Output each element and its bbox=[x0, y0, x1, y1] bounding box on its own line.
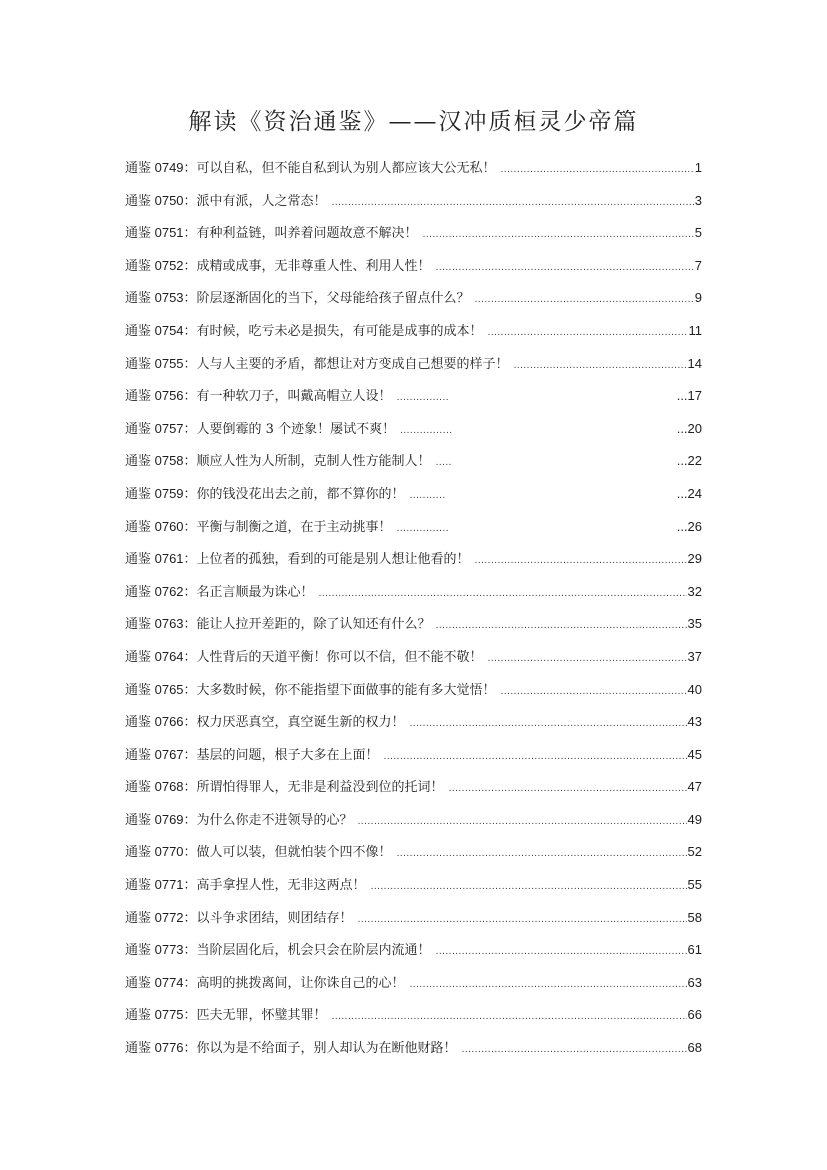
toc-entry-title: 可以自私，但不能自私到认为别人都应该大公无私！ bbox=[196, 161, 496, 176]
toc-entry-title: 人性背后的天道平衡！你可以不信，但不能不敬！ bbox=[196, 649, 483, 665]
toc-entry-label: 通鉴 0752： bbox=[125, 257, 197, 273]
toc-dot-leader: ........... bbox=[409, 489, 446, 501]
toc-entry[interactable] bbox=[125, 771, 702, 804]
toc-entry-title: 高明的挑拨离间，让你诛自己的心！ bbox=[196, 975, 405, 991]
toc-page-number: ...20 bbox=[676, 420, 702, 436]
toc-entry-label: 通鉴 0772： bbox=[125, 909, 197, 925]
toc-entry-title: 上位者的孤独，看到的可能是别人想让他看的！ bbox=[196, 552, 470, 568]
toc-entry[interactable] bbox=[125, 967, 702, 1000]
toc-entry-title: 权力厌恶真空，真空诞生新的权力！ bbox=[196, 715, 405, 731]
toc-dot-leader bbox=[358, 904, 687, 937]
toc-entry-label: 通鉴 0755： bbox=[125, 355, 197, 371]
toc-entry[interactable] bbox=[125, 934, 702, 967]
toc-entry-label: 通鉴 0756： bbox=[125, 388, 197, 404]
toc-page-number: 47 bbox=[687, 779, 702, 795]
toc-entry-label: 通鉴 0773： bbox=[125, 942, 197, 958]
toc-entry-label: 通鉴 0757： bbox=[125, 420, 197, 436]
toc-page-number: ...24 bbox=[676, 485, 702, 501]
toc-entry-label: 通鉴 0758： bbox=[125, 453, 197, 469]
toc-entry-title: 高手拿捏人性，无非这两点！ bbox=[196, 878, 366, 894]
toc-entry-title: 当阶层固化后，机会只会在阶层内流通！ bbox=[196, 943, 431, 959]
toc-dot-leader bbox=[332, 187, 694, 220]
toc-entry[interactable] bbox=[125, 445, 702, 478]
toc-dot-leader bbox=[436, 936, 687, 969]
toc-entry-title: 你以为是不给面子，别人却认为在断他财路！ bbox=[196, 1041, 457, 1057]
toc-entry-label: 通鉴 0776： bbox=[125, 1040, 197, 1056]
toc-entry-title: 阶层逐渐固化的当下，父母能给孩子留点什么？ bbox=[196, 291, 470, 307]
toc-entry[interactable] bbox=[125, 1032, 702, 1065]
toc-entry-title: 为什么你走不进领导的心？ bbox=[196, 812, 353, 828]
toc-page-number: 5 bbox=[694, 225, 702, 241]
toc-entry[interactable] bbox=[125, 315, 702, 348]
toc-entry[interactable] bbox=[125, 576, 702, 609]
toc-page-number: 52 bbox=[687, 844, 702, 860]
toc-page-number: 32 bbox=[687, 583, 702, 599]
toc-entry-title: 名正言顺最为诛心！ bbox=[196, 584, 314, 600]
toc-dot-leader bbox=[358, 806, 687, 839]
toc-page-number: 35 bbox=[687, 616, 702, 632]
toc-entry-title: 基层的问题，根子大多在上面！ bbox=[196, 747, 379, 763]
toc-dot-leader bbox=[423, 219, 694, 252]
toc-page-number: 37 bbox=[687, 648, 702, 664]
toc-entry[interactable] bbox=[125, 739, 702, 772]
toc-page-number: 29 bbox=[687, 551, 702, 567]
toc-entry-label: 通鉴 0763： bbox=[125, 616, 197, 632]
toc-entry[interactable] bbox=[125, 282, 702, 315]
toc-dot-leader bbox=[397, 838, 687, 871]
toc-entry[interactable] bbox=[125, 511, 702, 544]
toc-entry-label: 通鉴 0766： bbox=[125, 714, 197, 730]
toc-dot-leader: ..... bbox=[435, 457, 452, 469]
toc-entry-title: 有一种软刀子，叫戴高帽立人设！ bbox=[196, 389, 392, 405]
toc-entry[interactable] bbox=[125, 706, 702, 739]
toc-entry[interactable] bbox=[125, 608, 702, 641]
toc-entry-title: 你的钱没花出去之前，都不算你的！ bbox=[196, 486, 405, 502]
toc-dot-leader bbox=[436, 610, 687, 643]
toc-entry-label: 通鉴 0749： bbox=[125, 160, 197, 175]
toc-entry-label: 通鉴 0769： bbox=[125, 811, 197, 827]
toc-entry[interactable] bbox=[125, 902, 702, 935]
toc-page-number: 1 bbox=[694, 160, 702, 175]
toc-dot-leader bbox=[332, 1001, 687, 1034]
toc-dot-leader bbox=[501, 154, 694, 187]
toc-entry[interactable] bbox=[125, 641, 702, 674]
toc-entry[interactable] bbox=[125, 804, 702, 837]
toc-entry[interactable] bbox=[125, 217, 702, 250]
toc-dot-leader bbox=[488, 317, 688, 350]
toc-entry-label: 通鉴 0753： bbox=[125, 290, 197, 306]
toc-dot-leader bbox=[436, 252, 694, 285]
toc-entry-label: 通鉴 0768： bbox=[125, 779, 197, 795]
toc-dot-leader: ................ bbox=[396, 522, 450, 534]
toc-entry-title: 平衡与制衡之道，在于主动挑事！ bbox=[196, 519, 392, 535]
toc-page-number: 14 bbox=[687, 355, 702, 371]
table-of-contents bbox=[125, 152, 702, 1065]
toc-page-number: 7 bbox=[694, 257, 702, 273]
toc-dot-leader bbox=[410, 708, 687, 741]
toc-page-number: 40 bbox=[687, 681, 702, 697]
toc-entry-label: 通鉴 0775： bbox=[125, 1007, 197, 1023]
toc-entry[interactable] bbox=[125, 999, 702, 1032]
toc-entry-label: 通鉴 0771： bbox=[125, 877, 197, 893]
toc-entry-title: 成精或成事，无非尊重人性、利用人性！ bbox=[196, 258, 431, 274]
toc-entry-label: 通鉴 0774： bbox=[125, 974, 197, 990]
toc-page-number: 55 bbox=[687, 877, 702, 893]
toc-dot-leader bbox=[371, 871, 687, 904]
toc-page-number: ...17 bbox=[676, 388, 702, 404]
toc-entry-label: 通鉴 0770： bbox=[125, 844, 197, 860]
toc-entry-title: 匹夫无罪，怀璧其罪！ bbox=[196, 1008, 327, 1024]
toc-dot-leader bbox=[384, 741, 687, 774]
toc-entry-title: 人与人主要的矛盾，都想让对方变成自己想要的样子！ bbox=[196, 356, 509, 372]
toc-entry-title: 人要倒霉的 3 个迹象！屡试不爽！ bbox=[196, 421, 396, 437]
toc-dot-leader bbox=[319, 578, 687, 611]
toc-entry[interactable] bbox=[125, 674, 702, 707]
toc-page-number: 43 bbox=[687, 714, 702, 730]
toc-entry-label: 通鉴 0760： bbox=[125, 518, 197, 534]
toc-entry[interactable] bbox=[125, 413, 702, 446]
toc-entry-label: 通鉴 0750： bbox=[125, 192, 197, 208]
toc-entry[interactable] bbox=[125, 380, 702, 413]
toc-entry-label: 通鉴 0761： bbox=[125, 551, 197, 567]
toc-entry-title: 有种利益链，叫养着问题故意不解决！ bbox=[196, 226, 418, 242]
toc-entry[interactable] bbox=[125, 348, 702, 381]
toc-page-number: 58 bbox=[687, 909, 702, 925]
toc-entry[interactable] bbox=[125, 869, 702, 902]
toc-entry-title: 大多数时候，你不能指望下面做事的能有多大觉悟！ bbox=[196, 682, 496, 698]
toc-entry-label: 通鉴 0751： bbox=[125, 225, 197, 241]
toc-page-number: 63 bbox=[687, 974, 702, 990]
document-title: 解读《资治通鉴》——汉冲质桓灵少帝篇 bbox=[188, 109, 639, 135]
toc-entry[interactable] bbox=[125, 152, 702, 185]
toc-entry-title: 能让人拉开差距的，除了认知还有什么？ bbox=[196, 617, 431, 633]
toc-entry[interactable] bbox=[125, 836, 702, 869]
toc-page-number: ...26 bbox=[676, 518, 702, 534]
toc-entry-label: 通鉴 0765： bbox=[125, 681, 197, 697]
toc-dot-leader bbox=[488, 643, 687, 676]
toc-entry-title: 所谓怕得罪人，无非是利益没到位的托词！ bbox=[196, 780, 444, 796]
toc-page-number: 66 bbox=[687, 1007, 702, 1023]
toc-dot-leader: ................ bbox=[396, 392, 450, 404]
toc-entry-label: 通鉴 0762： bbox=[125, 583, 197, 599]
toc-entry-label: 通鉴 0767： bbox=[125, 746, 197, 762]
toc-dot-leader bbox=[501, 676, 687, 709]
toc-entry-title: 做人可以装，但就怕装个四不像！ bbox=[196, 845, 392, 861]
toc-entry[interactable] bbox=[125, 250, 702, 283]
toc-entry-title: 以斗争求团结，则团结存！ bbox=[196, 910, 353, 926]
toc-entry-title: 有时候，吃亏未必是损失，有可能是成事的成本！ bbox=[196, 323, 483, 339]
toc-dot-leader bbox=[514, 350, 687, 383]
toc-dot-leader bbox=[475, 545, 687, 578]
toc-dot-leader: ................ bbox=[400, 424, 453, 436]
toc-entry-title: 顺应人性为人所制，克制人性方能制人！ bbox=[196, 454, 431, 470]
toc-dot-leader bbox=[462, 1034, 687, 1067]
toc-entry[interactable] bbox=[125, 478, 702, 511]
toc-entry-label: 通鉴 0754： bbox=[125, 322, 197, 338]
toc-dot-leader bbox=[449, 773, 687, 806]
toc-page-number: 9 bbox=[694, 290, 702, 306]
toc-entry-label: 通鉴 0759： bbox=[125, 485, 197, 501]
toc-entry-label: 通鉴 0764： bbox=[125, 648, 197, 664]
toc-page-number: 49 bbox=[687, 811, 702, 827]
toc-entry-title: 派中有派，人之常态！ bbox=[196, 193, 327, 209]
toc-page-number: 61 bbox=[687, 942, 702, 958]
toc-page-number: 3 bbox=[694, 192, 702, 208]
toc-page-number: ...22 bbox=[676, 453, 702, 469]
toc-entry[interactable] bbox=[125, 185, 702, 218]
toc-page-number: 45 bbox=[687, 746, 702, 762]
toc-entry[interactable] bbox=[125, 543, 702, 576]
toc-page-number: 68 bbox=[687, 1040, 702, 1056]
toc-page-number: 11 bbox=[688, 322, 702, 338]
toc-dot-leader bbox=[475, 284, 694, 317]
toc-dot-leader bbox=[410, 969, 687, 1002]
